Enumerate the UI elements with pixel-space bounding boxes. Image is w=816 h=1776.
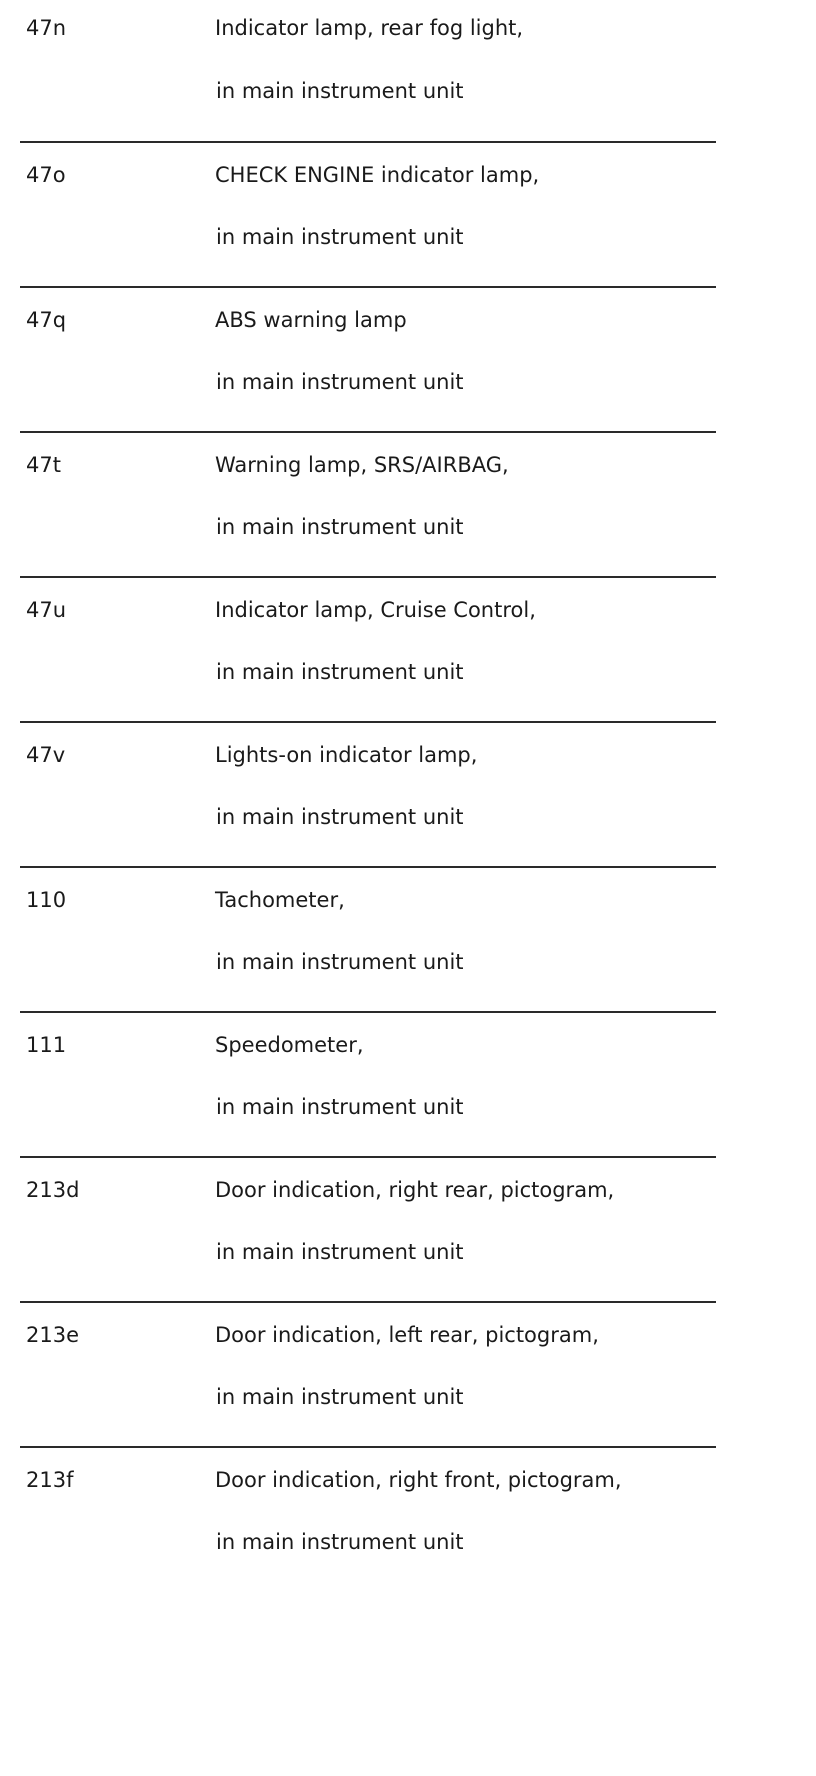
component-code: 47v	[26, 743, 66, 767]
component-description: Tachometer,	[215, 888, 345, 912]
table-row	[20, 868, 716, 1013]
component-location: in main instrument unit	[216, 225, 464, 249]
component-code: 47t	[26, 453, 61, 477]
component-location: in main instrument unit	[216, 660, 464, 684]
component-code: 47q	[26, 308, 67, 332]
component-description: Indicator lamp, rear fog light,	[215, 16, 524, 40]
component-code: 110	[26, 888, 67, 912]
component-description: Door indication, right rear, pictogram,	[215, 1178, 615, 1202]
component-description: Lights-on indicator lamp,	[215, 743, 478, 767]
table-row	[20, 433, 716, 578]
table-row	[20, 1013, 716, 1158]
table-row	[20, 723, 716, 868]
component-location: in main instrument unit	[216, 1095, 464, 1119]
component-description: Door indication, right front, pictogram,	[215, 1468, 622, 1492]
component-location: in main instrument unit	[216, 1385, 464, 1409]
table-row	[20, 1303, 716, 1448]
component-legend-table	[20, 0, 716, 1593]
component-description: Warning lamp, SRS/AIRBAG,	[215, 453, 509, 477]
table-row	[20, 0, 716, 143]
table-row	[20, 143, 716, 288]
table-row	[20, 578, 716, 723]
component-description: ABS warning lamp	[215, 308, 407, 332]
component-code: 47o	[26, 163, 66, 187]
component-code: 213e	[26, 1323, 80, 1347]
table-row	[20, 1158, 716, 1303]
component-code: 213f	[26, 1468, 74, 1492]
component-location: in main instrument unit	[216, 1530, 464, 1554]
component-description: Door indication, left rear, pictogram,	[215, 1323, 599, 1347]
component-location: in main instrument unit	[216, 370, 464, 394]
table-row	[20, 1448, 716, 1593]
component-description: Speedometer,	[215, 1033, 364, 1057]
component-location: in main instrument unit	[216, 1240, 464, 1264]
component-description: CHECK ENGINE indicator lamp,	[215, 163, 540, 187]
component-code: 213d	[26, 1178, 80, 1202]
component-code: 47n	[26, 16, 67, 40]
component-location: in main instrument unit	[216, 950, 464, 974]
table-row	[20, 288, 716, 433]
component-code: 111	[26, 1033, 67, 1057]
component-location: in main instrument unit	[216, 515, 464, 539]
component-location: in main instrument unit	[216, 805, 464, 829]
component-description: Indicator lamp, Cruise Control,	[215, 598, 536, 622]
component-location: in main instrument unit	[216, 79, 464, 103]
component-code: 47u	[26, 598, 67, 622]
